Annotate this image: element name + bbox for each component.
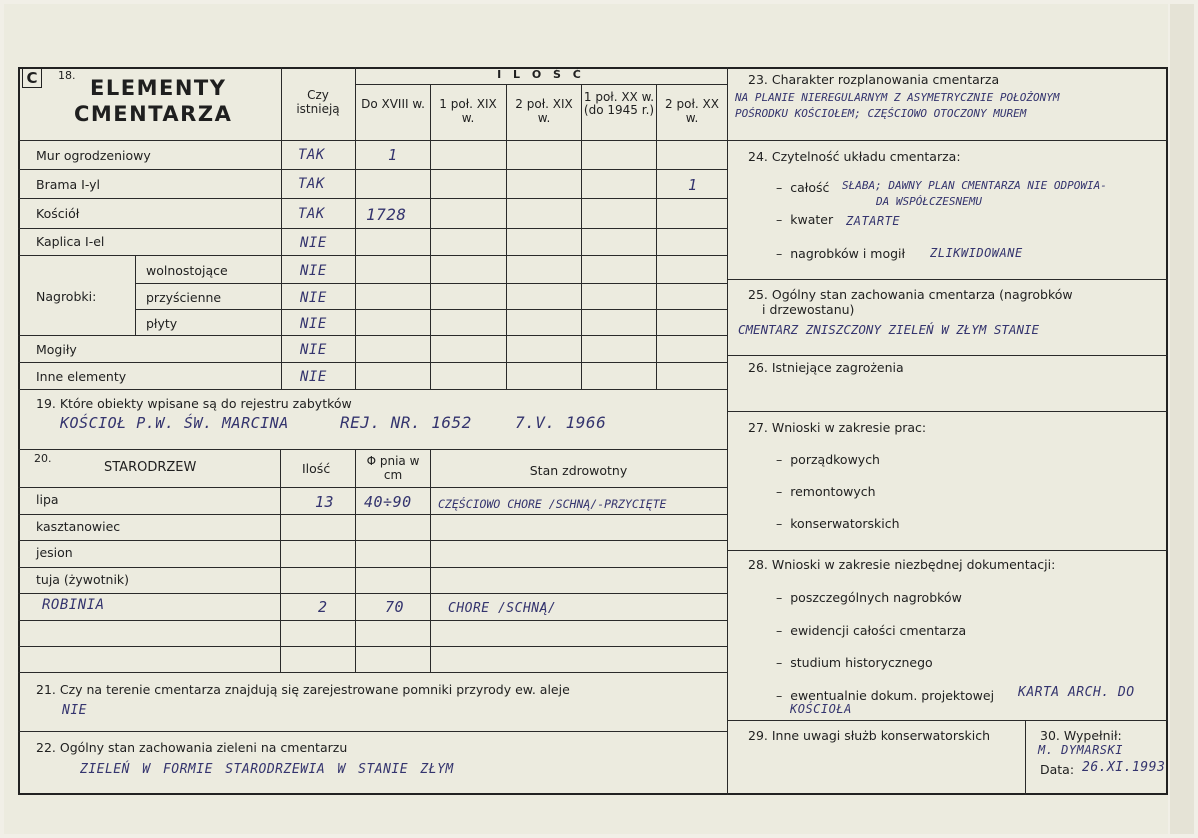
section-27-label: 27. Wnioski w zakresie prac: bbox=[748, 420, 927, 435]
row-label-plyty: płyty bbox=[146, 316, 178, 331]
section-24-label: 24. Czytelność układu cmentarza: bbox=[748, 149, 961, 164]
row-label-kosciol: Kościół bbox=[36, 206, 80, 221]
row-label-przyscienne: przyścienne bbox=[146, 290, 222, 305]
diameter-robinia: 70 bbox=[385, 598, 405, 616]
ilosc-header: I L O Ś Ć bbox=[497, 68, 585, 81]
exists-mogily: NIE bbox=[300, 342, 327, 358]
health-robinia: CHORE /SCHNĄ/ bbox=[448, 601, 557, 616]
col-diameter-header: Φ pnia w cm bbox=[366, 454, 420, 482]
section-18-number: 18. bbox=[58, 69, 76, 82]
exists-kaplica: NIE bbox=[300, 235, 327, 251]
section-22-value: ZIELEŃ W FORMIE STARODRZEWIA W STANIE ZŁYM bbox=[80, 762, 454, 777]
section-27-item-1: – remontowych bbox=[776, 484, 876, 499]
exists-przyscienne: NIE bbox=[300, 290, 327, 306]
col-header-4: 2 poł. XX w. bbox=[665, 97, 719, 125]
section-24-item3-value: ZLIKWIDOWANE bbox=[930, 246, 1023, 260]
section-20-number: 20. bbox=[34, 452, 52, 465]
col-header-2: 2 poł. XIX w. bbox=[515, 97, 573, 125]
row-label-kaplica: Kaplica I-el bbox=[36, 234, 105, 249]
section-25-label-1: 25. Ogólny stan zachowania cmentarza (nagrobków bbox=[748, 287, 1073, 302]
species-robinia: ROBINIA bbox=[42, 597, 105, 613]
section-24-item1-label: – całość bbox=[776, 180, 829, 195]
section-27-item-2: – konserwatorskich bbox=[776, 516, 900, 531]
col-header-1: 1 poł. XIX w. bbox=[439, 97, 497, 125]
section-24-item1-value-2: DA WSPÓŁCZESNEMU bbox=[876, 195, 982, 208]
section-24-item2-label: – kwater bbox=[776, 212, 833, 227]
card-letter: C bbox=[26, 69, 38, 87]
nagrobki-label: Nagrobki: bbox=[36, 289, 97, 304]
section-25-value: CMENTARZ ZNISZCZONY ZIELEŃ W ZŁYM STANIE bbox=[738, 322, 1040, 337]
exists-mur: TAK bbox=[298, 147, 325, 163]
section-28-item-1: – ewidencji całości cmentarza bbox=[776, 623, 966, 638]
section-29-label: 29. Inne uwagi służb konserwatorskich bbox=[748, 728, 990, 743]
section-28-item-3: – ewentualnie dokum. projektowej bbox=[776, 688, 994, 703]
exists-inne: NIE bbox=[300, 369, 327, 385]
section-19-object: KOŚCIOŁ P.W. ŚW. MARCINA bbox=[60, 414, 289, 432]
section-28-item-2: – studium historycznego bbox=[776, 655, 933, 670]
section-19-label: 19. Które obiekty wpisane są do rejestru zabytków bbox=[36, 396, 352, 411]
section-19-date: 7.V. 1966 bbox=[515, 413, 607, 432]
exists-plyty: NIE bbox=[300, 316, 327, 332]
diameter-lipa: 40÷90 bbox=[364, 493, 412, 511]
exists-wolnostojace: NIE bbox=[300, 263, 327, 279]
section-23-value-1: NA PLANIE NIEREGULARNYM Z ASYMETRYCZNIE POŁOŻONYM bbox=[735, 91, 1060, 104]
exists-brama: TAK bbox=[298, 176, 325, 192]
section-28-label: 28. Wnioski w zakresie niezbędnej dokumentacji: bbox=[748, 557, 1056, 572]
row-label-mur: Mur ogrodzeniowy bbox=[36, 148, 151, 163]
species-kasztanowiec: kasztanowiec bbox=[36, 519, 121, 534]
row-label-mogily: Mogiły bbox=[36, 342, 77, 357]
col-count-header: Ilość bbox=[302, 461, 331, 476]
section-25-label-2: i drzewostanu) bbox=[762, 302, 855, 317]
section-24-item2-value: ZATARTE bbox=[846, 214, 901, 228]
col-exists-header: Czy istnieją bbox=[296, 88, 340, 116]
section-30-date-value: 26.XI.1993 bbox=[1082, 760, 1166, 775]
count-robinia: 2 bbox=[318, 598, 328, 616]
col-health-header: Stan zdrowotny bbox=[529, 463, 628, 478]
row-label-inne: Inne elementy bbox=[36, 369, 127, 384]
section-28-item-0: – poszczególnych nagrobków bbox=[776, 590, 962, 605]
section-26-label: 26. Istniejące zagrożenia bbox=[748, 360, 904, 375]
section-22-label: 22. Ogólny stan zachowania zieleni na cmentarzu bbox=[36, 740, 348, 755]
section-28-item3-value-1: KARTA ARCH. DO bbox=[1018, 685, 1135, 700]
section-23-label: 23. Charakter rozplanowania cmentarza bbox=[748, 72, 1000, 87]
row-label-wolnostojace: wolnostojące bbox=[146, 263, 228, 278]
value-mur-xviii: 1 bbox=[388, 146, 398, 164]
section-27-item-0: – porządkowych bbox=[776, 452, 880, 467]
col-header-0: Do XVIII w. bbox=[361, 97, 425, 111]
section-20-title: STARODRZEW bbox=[104, 460, 197, 475]
section-21-label: 21. Czy na terenie cmentarza znajdują się zarejestrowane pomniki przyrody ew. aleje bbox=[36, 682, 570, 697]
section-24-item3-label: – nagrobków i mogił bbox=[776, 246, 905, 261]
section-23-value-2: POŚRODKU KOŚCIOŁEM; CZĘŚCIOWO OTOCZONY MUREM bbox=[735, 107, 1027, 120]
health-lipa: CZĘŚCIOWO CHORE /SCHNĄ/-PRZYCIĘTE bbox=[438, 497, 667, 511]
section-21-value: NIE bbox=[62, 703, 87, 718]
col-header-3: 1 poł. XX w. (do 1945 r.) bbox=[583, 90, 655, 117]
section-19-register: REJ. NR. 1652 bbox=[340, 413, 472, 432]
count-lipa: 13 bbox=[315, 493, 335, 511]
section-28-item3-value-2: KOŚCIOŁA bbox=[790, 702, 852, 716]
value-kosciol-xviii: 1728 bbox=[366, 205, 407, 224]
species-lipa: lipa bbox=[36, 492, 59, 507]
section-18-title-line1: ELEMENTY bbox=[90, 76, 227, 100]
value-brama-2xx: 1 bbox=[688, 176, 698, 194]
section-24-item1-value-1: SŁABA; DAWNY PLAN CMENTARZA NIE ODPOWIA- bbox=[842, 179, 1107, 192]
section-30-label: 30. Wypełnił: bbox=[1040, 728, 1122, 743]
section-18-title-line2: CMENTARZA bbox=[74, 102, 233, 126]
section-30-name: M. DYMARSKI bbox=[1038, 743, 1123, 757]
section-30-date-label: Data: bbox=[1040, 762, 1075, 777]
species-jesion: jesion bbox=[36, 545, 73, 560]
row-label-brama: Brama I-yl bbox=[36, 177, 101, 192]
exists-kosciol: TAK bbox=[298, 206, 325, 222]
species-tuja: tuja (żywotnik) bbox=[36, 572, 130, 587]
